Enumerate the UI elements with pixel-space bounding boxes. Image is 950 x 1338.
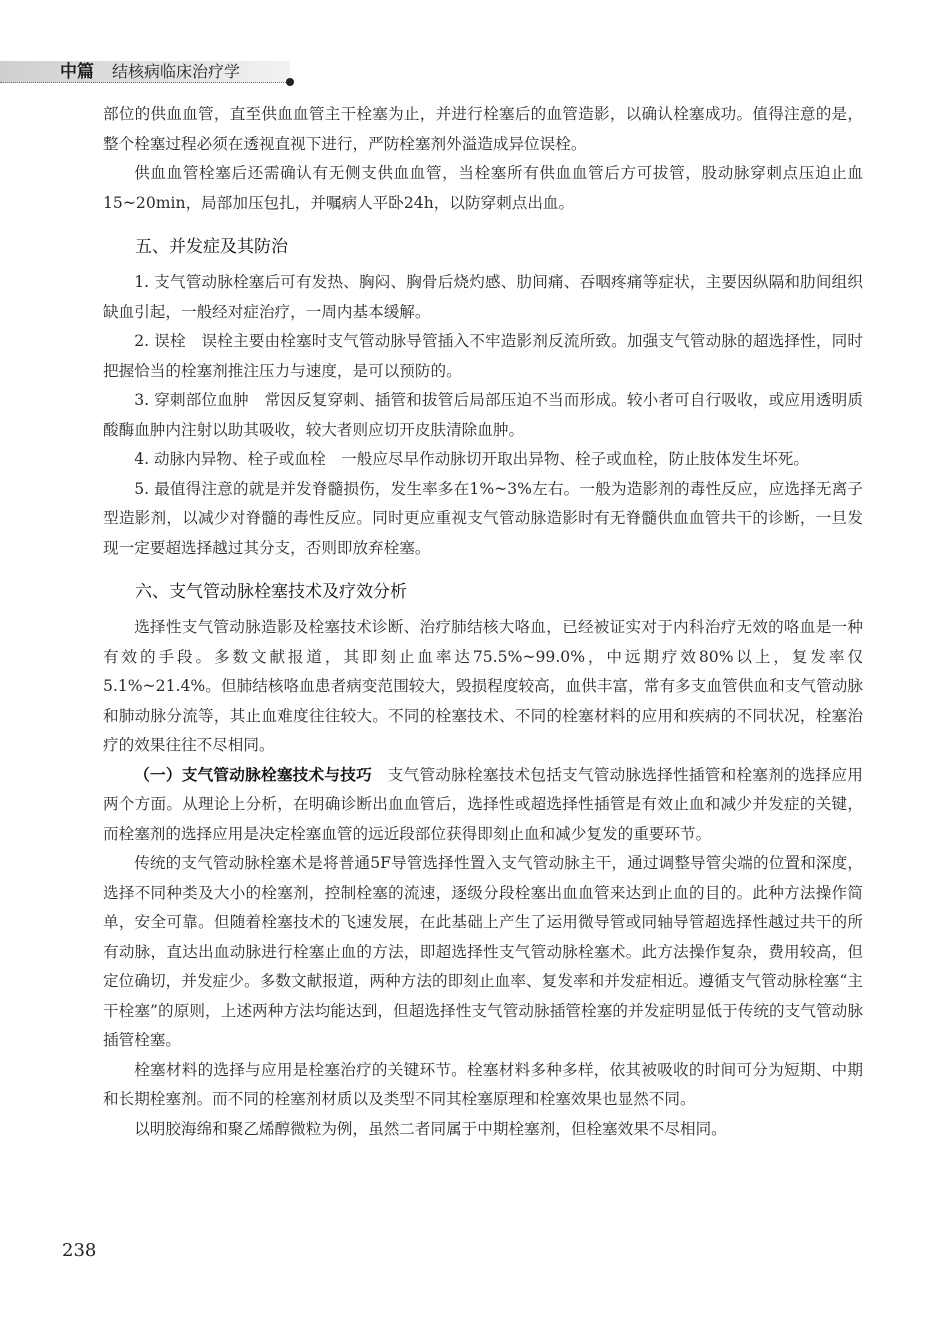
header-bullet-dot — [286, 78, 294, 86]
subsection-title: （一）支气管动脉栓塞技术与技巧 — [134, 765, 372, 784]
paragraph-example: 以明胶海绵和聚乙烯醇微粒为例，虽然二者同属于中期栓塞剂，但栓塞效果不尽相同。 — [134, 1119, 727, 1138]
section-heading-complications: 五、并发症及其防治 — [135, 237, 288, 257]
page-body — [103, 100, 863, 1144]
paragraph-overview: 选择性支气管动脉造影及栓塞技术诊断、治疗肺结核大咯血，已经被证实对于内科治疗无效的咯血是一种有效的手段。多数文献报道，其即刻止血率达75.5%~99.0%，中远期疗效80%以上，复发率仅5.1%~21.4%。但肺结核咯血患者病变范围较大，毁损程度较高，血供丰富，常有多支血管供血和支气管动脉和肺动脉分流等，其止血难度往往较大。不同的栓塞技术、不同的栓塞材料的应用和疾病的不同状况，栓塞治疗的效果往往不尽相同。 — [103, 618, 863, 754]
complication-item-4: 4. 动脉内异物、栓子或血栓 一般应尽早作动脉切开取出异物、栓子或血栓，防止肢体发生坏死。 — [134, 450, 809, 468]
header-part-label: 中篇 — [60, 62, 94, 82]
paragraph-continued: 部位的供血血管，直至供血血管主干栓塞为止，并进行栓塞后的血管造影，以确认栓塞成功。值得注意的是，整个栓塞过程必须在透视直视下进行，严防栓塞剂外溢造成异位误栓。 — [103, 105, 863, 153]
complication-item-1: 1. 支气管动脉栓塞后可有发热、胸闷、胸骨后烧灼感、肋间痛、吞咽疼痛等症状，主要因纵隔和肋间组织缺血引起，一般经对症治疗，一周内基本缓解。 — [103, 273, 863, 321]
complication-item-5: 5. 最值得注意的就是并发脊髓损伤，发生率多在1%~3%左右。一般为造影剂的毒性反应，应选择无离子型造影剂，以减少对脊髓的毒性反应。同时更应重视支气管动脉造影时有无脊髓供血血管共干的诊断，一旦发现一定要超选择越过其分支，否则即放弃栓塞。 — [103, 479, 863, 557]
running-header — [0, 55, 290, 83]
paragraph-subsection-1 — [103, 761, 863, 850]
section-heading-techniques: 六、支气管动脉栓塞技术及疗效分析 — [135, 582, 407, 602]
paragraph-traditional-method: 传统的支气管动脉栓塞术是将普通5F导管选择性置入支气管动脉主干，通过调整导管尖端的位置和深度，选择不同种类及大小的栓塞剂，控制栓塞的流速，逐级分段栓塞出血血管来达到止血的目的。此种方法操作简单，安全可靠。但随着栓塞技术的飞速发展，在此基础上产生了运用微导管或同轴导管超选择性越过共干的所有动脉，直达出血动脉进行栓塞止血的方法，即超选择性支气管动脉栓塞术。此方法操作复杂，费用较高，但定位确切，并发症少。多数文献报道，两种方法的即刻止血率、复发率和并发症相近。遵循支气管动脉栓塞“主干栓塞”的原则，上述两种方法均能达到，但超选择性支气管动脉插管栓塞的并发症明显低于传统的支气管动脉插管栓塞。 — [103, 854, 863, 1049]
complication-item-3: 3. 穿刺部位血肿 常因反复穿刺、插管和拔管后局部压迫不当而形成。较小者可自行吸收，或应用透明质酸酶血肿内注射以助其吸收，较大者则应切开皮肤清除血肿。 — [103, 391, 863, 439]
paragraph-materials: 栓塞材料的选择与应用是栓塞治疗的关键环节。栓塞材料多种多样，依其被吸收的时间可分为短期、中期和长期栓塞剂。而不同的栓塞剂材质以及类型不同其栓塞原理和栓塞效果也显然不同。 — [103, 1060, 863, 1108]
paragraph-catheter-removal: 供血血管栓塞后还需确认有无侧支供血血管，当栓塞所有供血血管后方可拔管，股动脉穿刺点压迫止血15~20min，局部加压包扎，并嘱病人平卧24h，以防穿刺点出血。 — [103, 164, 863, 212]
subsection-text: 支气管动脉栓塞技术包括支气管动脉选择性插管和栓塞剂的选择应用两个方面。从理论上分析，在明确诊断出血血管后，选择性或超选择性插管是有效止血和减少并发症的关键，而栓塞剂的选择应用是决定栓塞血管的远近段部位获得即刻止血和减少复发的重要环节。 — [103, 765, 863, 843]
page-number: 238 — [62, 1240, 97, 1261]
header-dotted-rule — [0, 82, 290, 83]
header-book-title: 结核病临床治疗学 — [112, 62, 241, 81]
complication-item-2: 2. 误栓 误栓主要由栓塞时支气管动脉导管插入不牢造影剂反流所致。加强支气管动脉的超选择性，同时把握恰当的栓塞剂推注压力与速度，是可以预防的。 — [103, 332, 863, 380]
